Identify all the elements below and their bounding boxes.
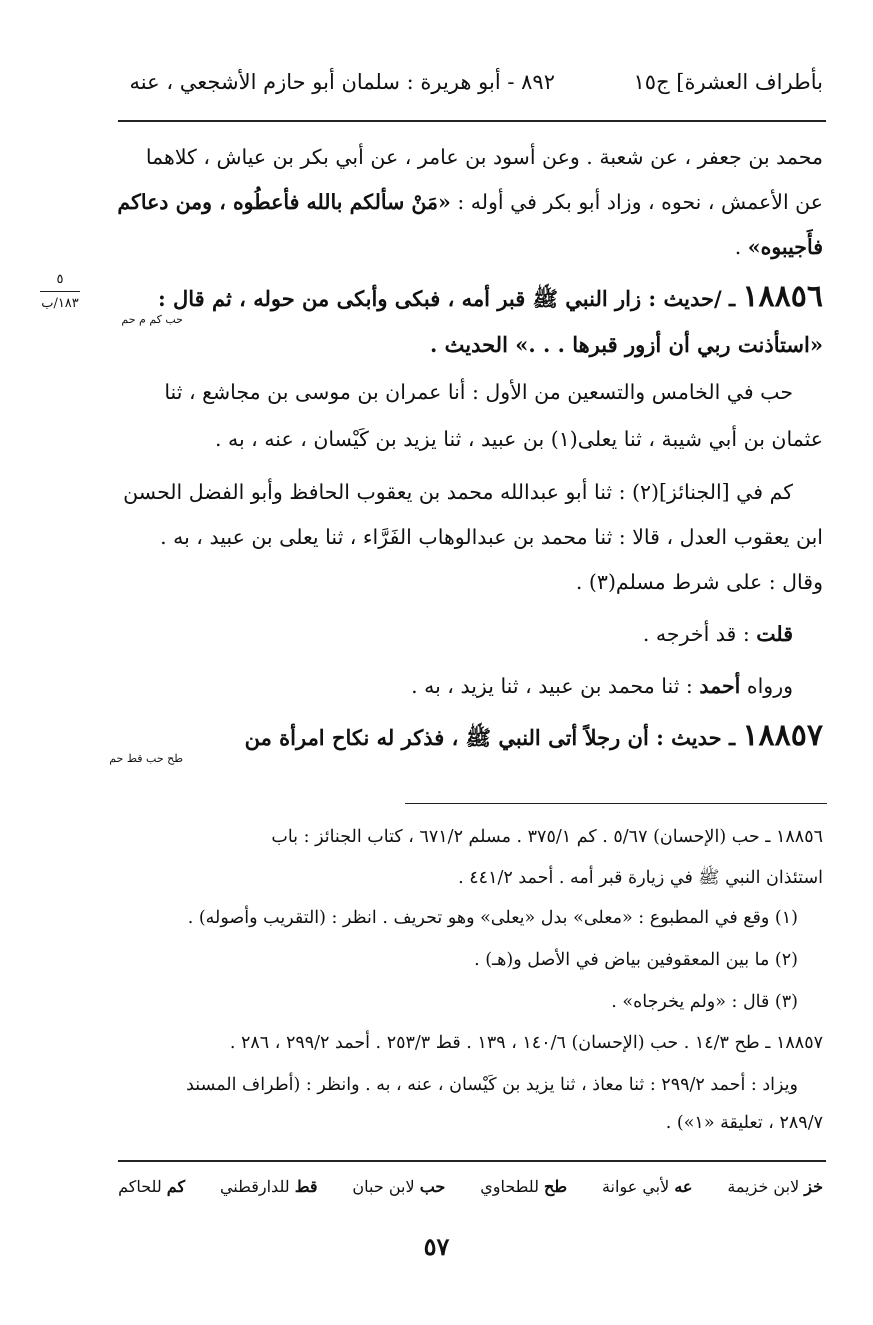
legend-abbr: حب bbox=[419, 1177, 446, 1196]
footnote-line: ٢٨٩/٧ ، تعليقة «١») . bbox=[665, 1113, 823, 1133]
legend-name: للدارقطني bbox=[219, 1177, 295, 1196]
margin-note-bottom: ١٨٣/ب bbox=[41, 296, 79, 311]
margin-note bbox=[36, 272, 84, 311]
legend-name: لابن حبان bbox=[352, 1177, 420, 1196]
running-header-title: ٨٩٢ - أبو هريرة : سلمان أبو حازم الأشجعي ، عنه bbox=[129, 70, 555, 94]
legend-abbr: عه bbox=[674, 1177, 693, 1196]
footnote-line: (٢) ما بين المعقوفين بياض في الأصل و(هـ) . bbox=[474, 950, 798, 970]
abbreviation-legend bbox=[118, 1177, 823, 1196]
text-line: عثمان بن أبي شيبة ، ثنا يعلى(١) بن عبيد ، ثنا يزيد بن كَيْسان ، عنه ، به . bbox=[214, 427, 823, 451]
quoted-hadith: «مَنْ سألكم بالله فأعطُوه ، ومن دعاكم bbox=[117, 190, 451, 214]
margin-note-top: ٥ bbox=[56, 272, 64, 287]
text-span: : قد أخرجه . bbox=[642, 622, 757, 646]
text-line bbox=[411, 674, 793, 698]
source-codes: حب كم م حم bbox=[121, 313, 183, 326]
source-codes: طح حب قط حم bbox=[109, 752, 183, 765]
header-rule bbox=[118, 120, 826, 122]
text-line bbox=[643, 622, 793, 646]
hadith-number: ١٨٨٥٦ bbox=[742, 279, 823, 314]
footnote-line: ويزاد : أحمد ٢٩٩/٢ : ثنا معاذ ، ثنا يزيد بن كَيْسان ، عنه ، به . وانظر : (أطراف المسند bbox=[186, 1075, 798, 1095]
hadith-number: ١٨٨٥٧ bbox=[742, 718, 823, 753]
text-line: ابن يعقوب العدل ، قالا : ثنا محمد بن عبدالوهاب الفَرَّاء ، ثنا يعلى بن عبيد ، به . bbox=[160, 525, 823, 549]
legend-name: للحاكم bbox=[118, 1177, 167, 1196]
legend-item bbox=[220, 1177, 318, 1196]
text-line: محمد بن جعفر ، عن شعبة . وعن أسود بن عامر ، عن أبي بكر بن عياش ، كلاهما bbox=[145, 145, 823, 169]
legend-abbr: كم bbox=[166, 1177, 186, 1196]
legend-item bbox=[118, 1177, 185, 1196]
legend-item bbox=[352, 1177, 445, 1196]
margin-note-rule bbox=[40, 291, 80, 292]
legend-item bbox=[480, 1177, 567, 1196]
page-number: ٥٧ bbox=[423, 1232, 450, 1261]
text-line: وقال : على شرط مسلم(٣) . bbox=[575, 570, 823, 594]
legend-item bbox=[727, 1177, 823, 1196]
legend-abbr: طح bbox=[544, 1177, 568, 1196]
text-line bbox=[117, 190, 823, 214]
text-span: : ثنا محمد بن عبيد ، ثنا يزيد ، به . bbox=[411, 674, 700, 698]
text-span: ورواه bbox=[740, 674, 793, 698]
hadith-heading-text: ـ /حديث : زار النبي ﷺ قبر أمه ، فبكى وأبكى من حوله ، ثم قال : bbox=[157, 286, 743, 311]
hadith-heading bbox=[158, 279, 823, 317]
footnote-line: ١٨٨٥٧ ـ طح ١٤/٣ . حب (الإحسان) ١٤٠/٦ ، ١٣٩ . قط ٢٥٣/٣ . أحمد ٢٩٩/٢ ، ٢٨٦ . bbox=[229, 1033, 823, 1053]
footnote-line: (١) وقع في المطبوع : «معلى» بدل «يعلى» وهو تحريف . انظر : (التقريب وأصوله) . bbox=[187, 908, 798, 928]
footnote-line: استئذان النبي ﷺ في زيارة قبر أمه . أحمد ٤٤١/٢ . bbox=[458, 868, 823, 888]
legend-name: لأبي عوانة bbox=[601, 1177, 675, 1196]
legend-item bbox=[602, 1177, 693, 1196]
legend-abbr: قط bbox=[294, 1177, 318, 1196]
footnote-rule bbox=[405, 803, 827, 804]
text-span: . bbox=[734, 235, 748, 259]
hadith-heading-line: «استأذنت ربي أن أزور قبرها . . .» الحديث . bbox=[430, 332, 823, 357]
hadith-heading bbox=[245, 718, 823, 756]
hadith-heading-text: ـ حديث : أن رجلاً أتى النبي ﷺ ، فذكر له نكاح امرأة من bbox=[244, 725, 743, 750]
running-header-right: بأطراف العشرة] ج١٥ bbox=[633, 70, 823, 94]
legend-rule bbox=[118, 1160, 826, 1162]
quoted-hadith: فأَجيبوه» bbox=[747, 235, 823, 259]
text-line: حب في الخامس والتسعين من الأول : أنا عمران بن موسى بن مجاشع ، ثنا bbox=[164, 380, 793, 404]
text-span: عن الأعمش ، نحوه ، وزاد أبو بكر في أوله : bbox=[450, 190, 823, 214]
text-span-bold: قلت bbox=[756, 622, 793, 646]
legend-name: لابن خزيمة bbox=[727, 1177, 805, 1196]
footnote-line: ١٨٨٥٦ ـ حب (الإحسان) ٥/٦٧ . كم ٣٧٥/١ . مسلم ٦٧١/٢ ، كتاب الجنائز : باب bbox=[271, 827, 823, 847]
legend-name: للطحاوي bbox=[480, 1177, 545, 1196]
text-line: كم في [الجنائز](٢) : ثنا أبو عبدالله محمد بن يعقوب الحافظ وأبو الفضل الحسن bbox=[123, 480, 793, 504]
text-line bbox=[735, 235, 823, 259]
legend-abbr: خز bbox=[804, 1177, 823, 1196]
footnote-line: (٣) قال : «ولم يخرجاه» . bbox=[611, 992, 798, 1012]
text-span-bold: أحمد bbox=[699, 674, 741, 698]
